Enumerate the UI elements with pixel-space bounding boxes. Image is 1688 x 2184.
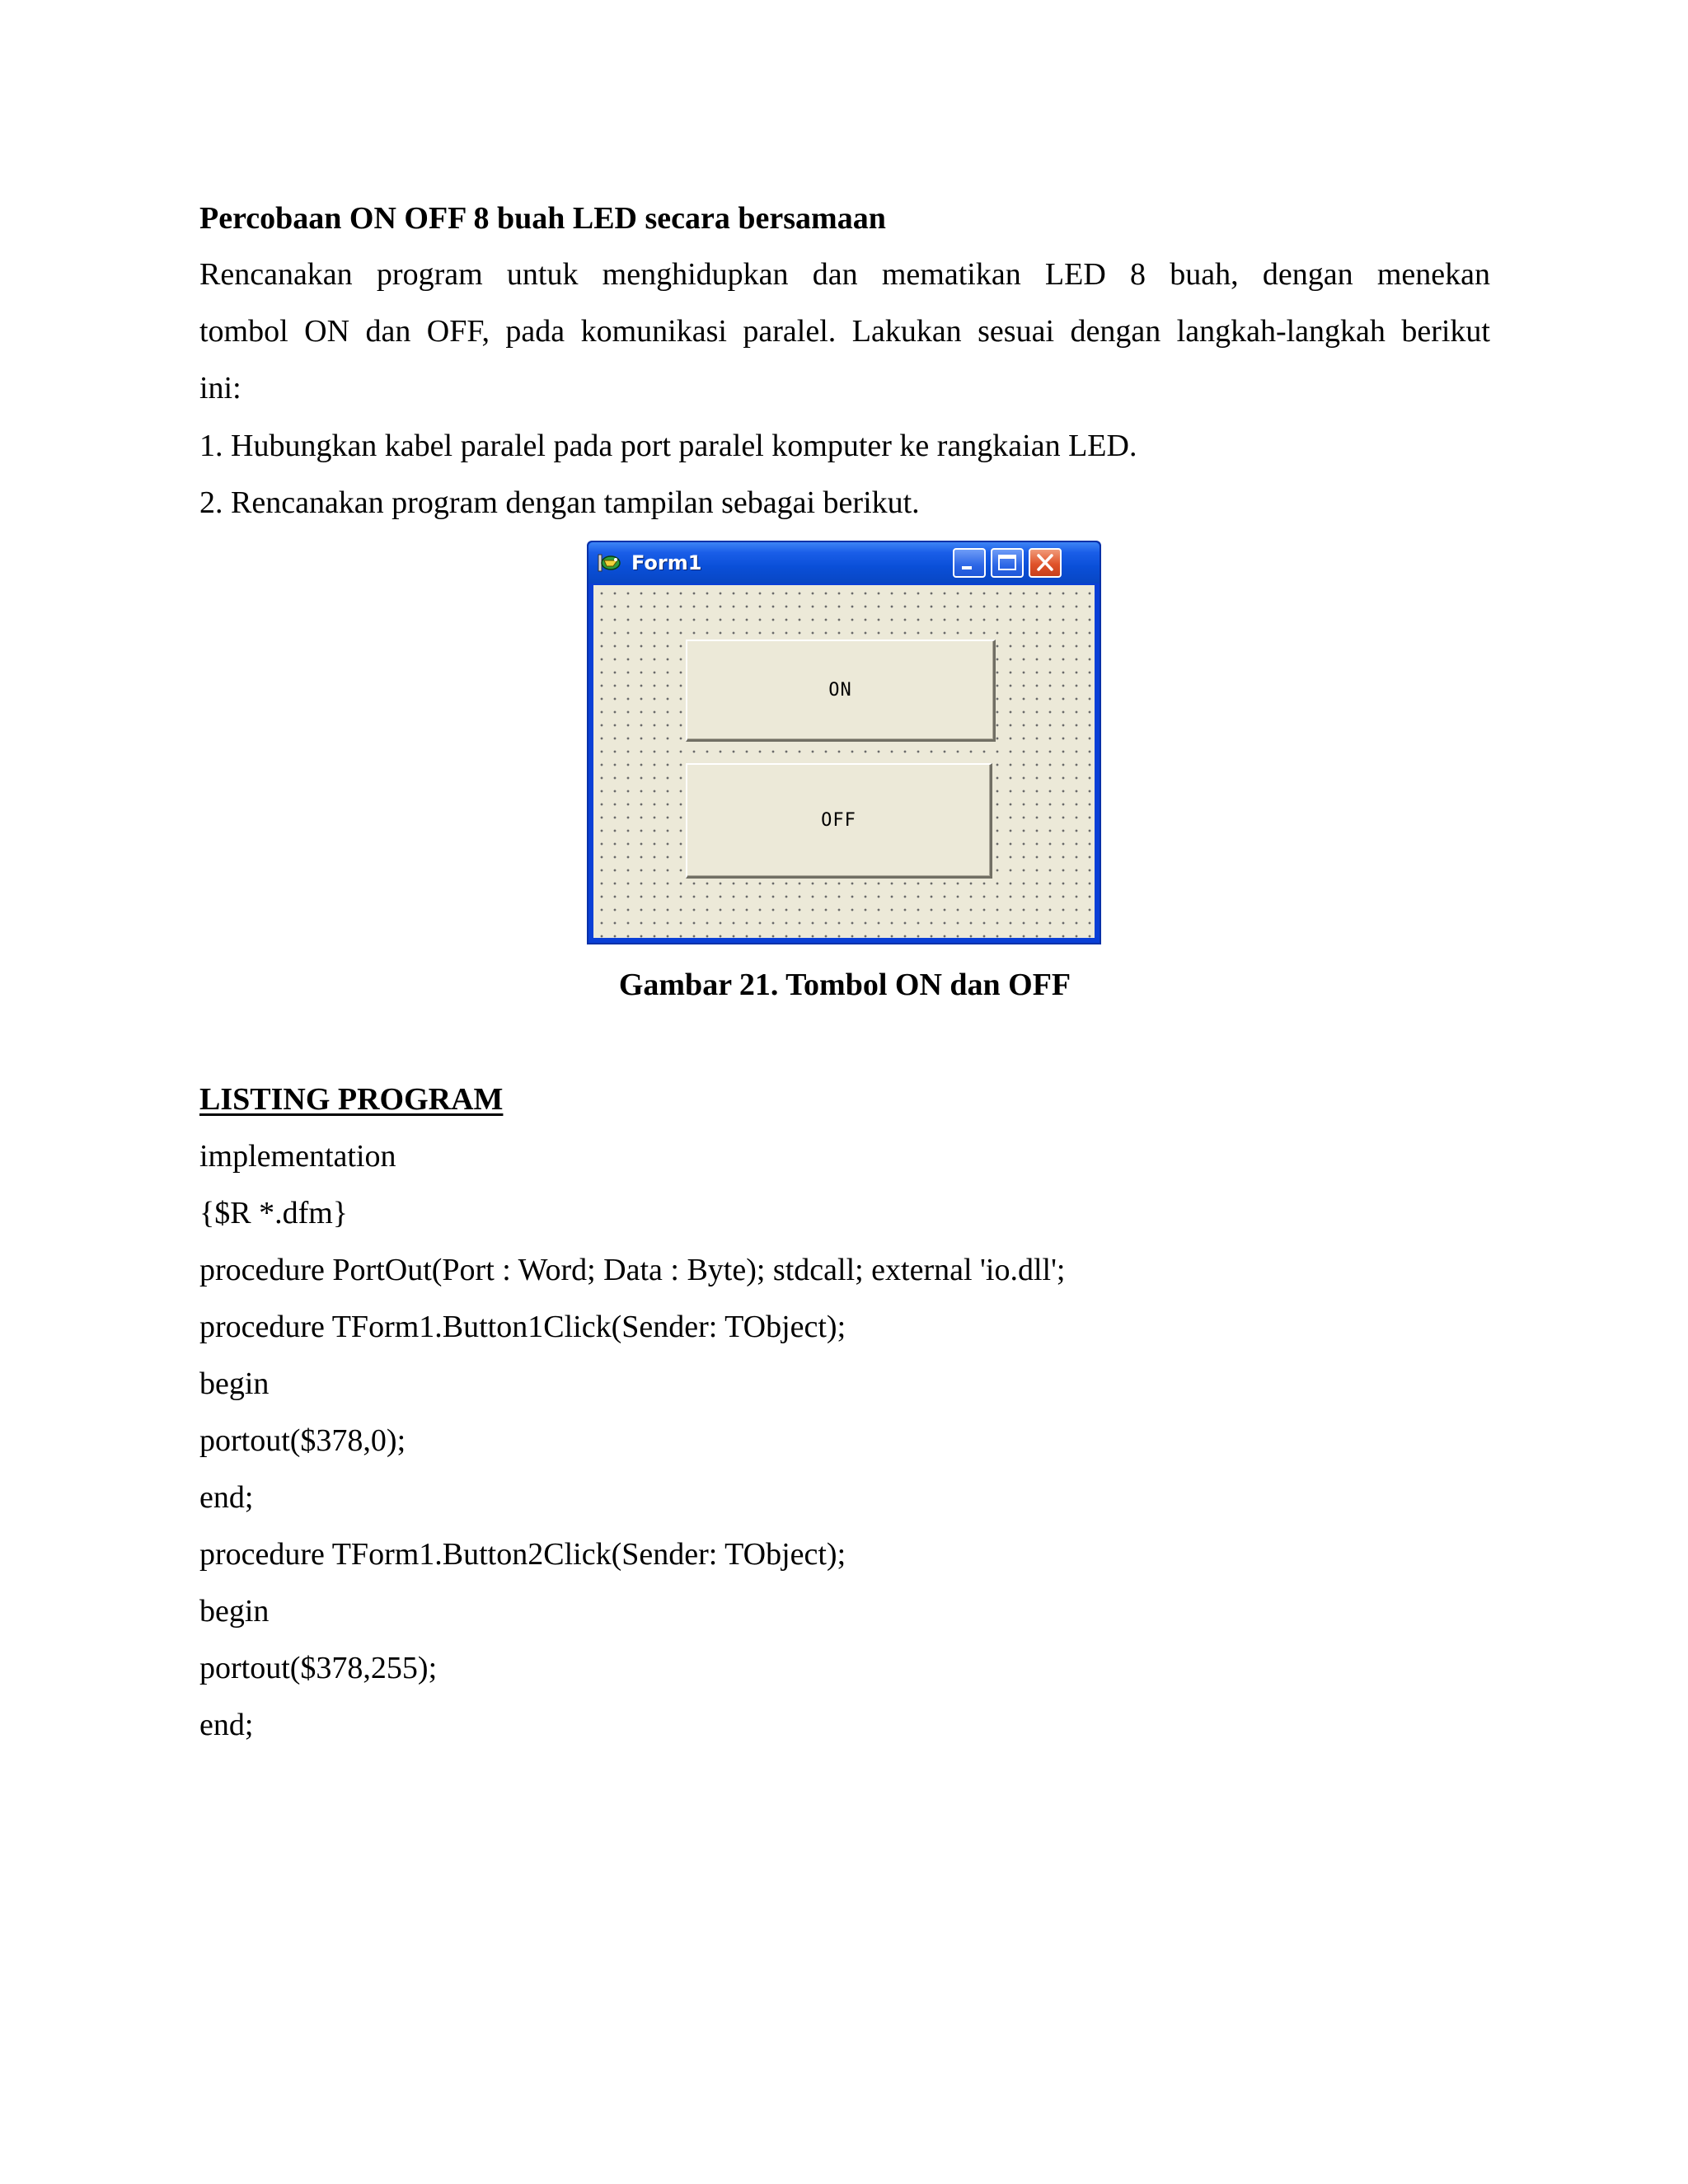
code-line: {$R *.dfm} [199, 1196, 349, 1230]
form1-title: Form1 [631, 551, 702, 574]
minimize-button[interactable] [953, 548, 986, 578]
maximize-icon [992, 550, 1022, 576]
maximize-button[interactable] [991, 548, 1024, 578]
close-icon [1030, 550, 1060, 576]
code-line: portout($378,255); [199, 1651, 438, 1685]
code-line: portout($378,0); [199, 1423, 406, 1458]
code-line: procedure PortOut(Port : Word; Data : Byte); stdcall; external 'io.dll'; [199, 1253, 1066, 1287]
figure-caption: Gambar 21. Tombol ON dan OFF [618, 968, 1071, 1002]
code-line: procedure TForm1.Button1Click(Sender: TObject); [199, 1310, 846, 1344]
off-button[interactable]: OFF [686, 763, 992, 879]
paragraph-line-3: ini: [199, 371, 241, 405]
close-button[interactable] [1029, 548, 1062, 578]
paragraph-line-2: tombol ON dan OFF, pada komunikasi paralel. Lakukan sesuai dengan langkah-langkah berikut [199, 314, 1490, 349]
form1-titlebar[interactable] [588, 542, 1100, 583]
step-2: 2. Rencanakan program dengan tampilan sebagai berikut. [199, 485, 920, 520]
section-title: Percobaan ON OFF 8 buah LED secara bersamaan [199, 201, 886, 236]
listing-heading: LISTING PROGRAM [199, 1082, 504, 1117]
code-line: end; [199, 1480, 254, 1515]
code-line: procedure TForm1.Button2Click(Sender: TObject); [199, 1537, 846, 1572]
delphi-app-icon [597, 551, 623, 574]
paragraph-line-1: Rencanakan program untuk menghidupkan dan mematikan LED 8 buah, dengan menekan [199, 257, 1490, 292]
code-line: implementation [199, 1139, 396, 1174]
step-1: 1. Hubungkan kabel paralel pada port paralel komputer ke rangkaian LED. [199, 429, 1137, 463]
code-line: end; [199, 1708, 254, 1742]
document-page [199, 0, 1490, 2184]
on-button[interactable]: ON [686, 640, 996, 742]
form1-design-surface [593, 585, 1095, 938]
minimize-icon [954, 550, 984, 576]
code-line: begin [199, 1594, 270, 1629]
code-line: begin [199, 1366, 270, 1401]
form1-window [587, 541, 1101, 944]
